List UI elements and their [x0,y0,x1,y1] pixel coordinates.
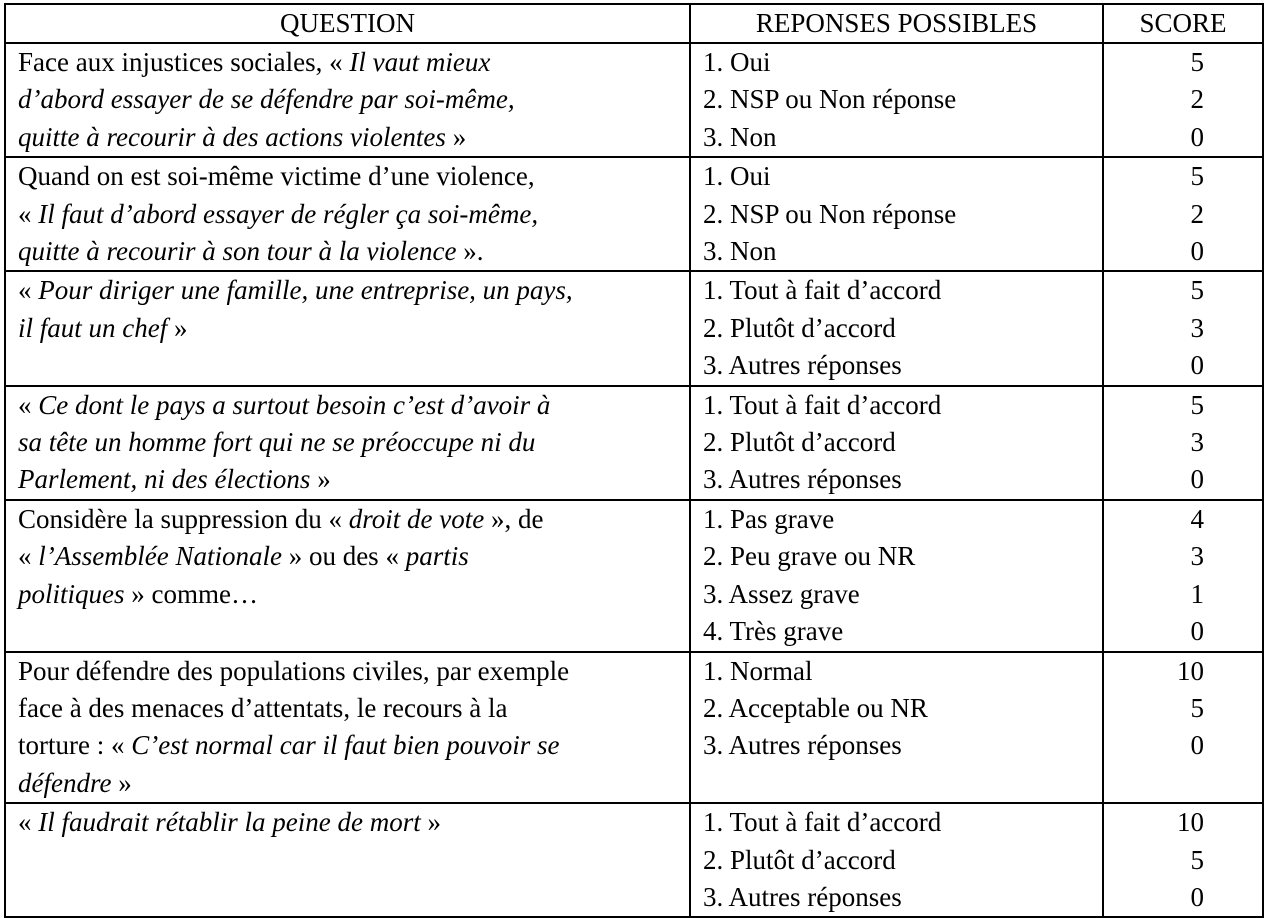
question-text: » ou des « [281,541,406,572]
scores-cell [1103,386,1263,500]
question-line [18,765,689,802]
table-body [5,43,1263,917]
answer-option: 2. Plutôt d’accord [703,312,896,343]
question-text: face à des menaces d’attentats, le recours à la [18,692,508,723]
answer-option: 3. Autres réponses [703,464,902,495]
table-row [5,157,1263,271]
question-text: politiques [18,578,125,609]
table-row [5,652,1263,804]
scores-cell [1103,652,1263,804]
score-value: 3 [1190,312,1204,343]
question-line [18,727,689,764]
score-value: 1 [1190,578,1204,609]
score-value: 0 [1190,616,1204,647]
answers-cell [690,271,1103,385]
question-text: » [445,121,467,152]
answer-option: 3. Autres réponses [703,881,902,912]
question-text: d’abord essayer de se défendre par soi-même, [18,84,515,115]
scores-cell [1103,271,1263,385]
header-score: SCORE [1103,4,1263,43]
answer-option: 1. Oui [703,47,771,77]
score-value: 10 [1177,807,1204,838]
score-value: 5 [1190,692,1204,723]
answers-cell [690,500,1103,652]
score-value: 0 [1190,730,1204,761]
question-text: Face aux injustices sociales, « [18,47,350,77]
table-row [5,271,1263,385]
score-value: 5 [1190,844,1204,875]
question-line [18,81,689,118]
answer-option: 3. Non [703,236,777,267]
scoring-table [4,3,1264,918]
score-value: 4 [1190,503,1204,534]
score-value: 0 [1190,121,1204,152]
score-value: 3 [1190,427,1204,458]
question-line [18,804,689,841]
answer-option: 2. Acceptable ou NR [703,692,928,723]
scores-cell [1103,43,1263,157]
question-line [18,272,689,309]
question-line [18,387,689,424]
score-value: 5 [1190,161,1204,192]
score-value: 2 [1190,198,1204,229]
question-cell [5,652,690,804]
question-text: Il faudrait rétablir la peine de mort [38,807,421,838]
question-text: « [18,807,39,838]
answer-option: 1. Normal [703,655,813,686]
question-text: Pour défendre des populations civiles, par exemple [18,655,570,686]
question-line [18,690,689,727]
question-text: quitte à recourir à des actions violentes [18,121,446,152]
scores-cell [1103,157,1263,271]
question-line [18,310,689,347]
question-text: ». [456,236,484,267]
question-text: droit de vote [348,503,485,534]
question-text: Il vaut mieux [349,47,491,77]
scores-cell [1103,500,1263,652]
table-row [5,803,1263,917]
answer-option: 2. Plutôt d’accord [703,427,896,458]
question-cell [5,500,690,652]
scores-cell [1103,803,1263,917]
question-line [18,119,689,156]
header-responses: REPONSES POSSIBLES [690,4,1103,43]
question-text: » [310,464,331,495]
question-text: sa tête un homme fort qui ne se préoccupe ni du [18,427,536,458]
question-text: il faut un chef [18,312,168,343]
question-text: défendre [18,767,112,798]
question-text: » comme… [124,578,258,609]
score-value: 5 [1190,47,1204,77]
table-row [5,386,1263,500]
question-text: « [18,541,39,572]
score-value: 0 [1190,464,1204,495]
score-value: 0 [1190,236,1204,267]
answer-option: 3. Non [703,121,777,152]
question-cell [5,386,690,500]
score-value: 0 [1190,350,1204,381]
question-line [18,233,689,270]
answer-option: 1. Tout à fait d’accord [703,389,942,420]
question-cell [5,157,690,271]
question-text: Quand on est soi-même victime d’une violence, [18,161,535,192]
answer-option: 1. Oui [703,161,771,192]
answer-option: 3. Autres réponses [703,350,902,381]
score-value: 2 [1190,84,1204,115]
answer-option: 1. Tout à fait d’accord [703,275,942,306]
answer-option: 1. Pas grave [703,503,835,534]
score-value: 3 [1190,541,1204,572]
score-value: 5 [1190,389,1204,420]
question-text: », de [484,503,544,534]
question-text: partis [405,541,469,572]
question-cell [5,271,690,385]
header-row [5,4,1263,43]
answer-option: 2. NSP ou Non réponse [703,198,957,229]
question-text: Parlement, ni des élections [18,464,311,495]
answer-option: 2. Peu grave ou NR [703,541,916,572]
question-text: Il faut d’abord essayer de régler ça soi-même, [38,198,539,229]
score-value: 5 [1190,275,1204,306]
answer-option: 3. Autres réponses [703,730,902,761]
question-cell [5,803,690,917]
question-line [18,653,689,690]
question-text: torture : « [18,730,132,761]
answer-option: 2. NSP ou Non réponse [703,84,957,115]
question-text: quitte à recourir à son tour à la violence [18,236,457,267]
question-cell [5,43,690,157]
question-line [18,576,689,613]
answer-option: 4. Très grave [703,616,844,647]
question-text: » [167,312,188,343]
question-text: « [18,389,39,420]
question-line [18,158,689,195]
question-line [18,44,689,81]
answer-option: 1. Tout à fait d’accord [703,807,942,838]
question-line [18,538,689,575]
question-text: l’Assemblée Nationale [38,541,282,572]
question-text: Considère la suppression du « [18,503,349,534]
answer-option: 3. Assez grave [703,578,860,609]
question-line [18,501,689,538]
question-line [18,461,689,498]
question-text: Pour diriger une famille, une entreprise, un pays, [38,275,573,306]
question-text: « [18,275,39,306]
question-text: « [18,198,39,229]
question-text: Ce dont le pays a surtout besoin c’est d’avoir à [38,389,551,420]
question-text: » [111,767,132,798]
score-value: 10 [1177,655,1204,686]
question-line [18,424,689,461]
question-line [18,196,689,233]
table-row [5,500,1263,652]
header-question: QUESTION [5,4,690,43]
answers-cell [690,386,1103,500]
table-row [5,43,1263,157]
answers-cell [690,157,1103,271]
question-text: C’est normal car il faut bien pouvoir se [131,730,560,761]
answers-cell [690,803,1103,917]
answers-cell [690,43,1103,157]
question-text: » [420,807,441,838]
score-value: 0 [1190,881,1204,912]
answer-option: 2. Plutôt d’accord [703,844,896,875]
answers-cell [690,652,1103,804]
